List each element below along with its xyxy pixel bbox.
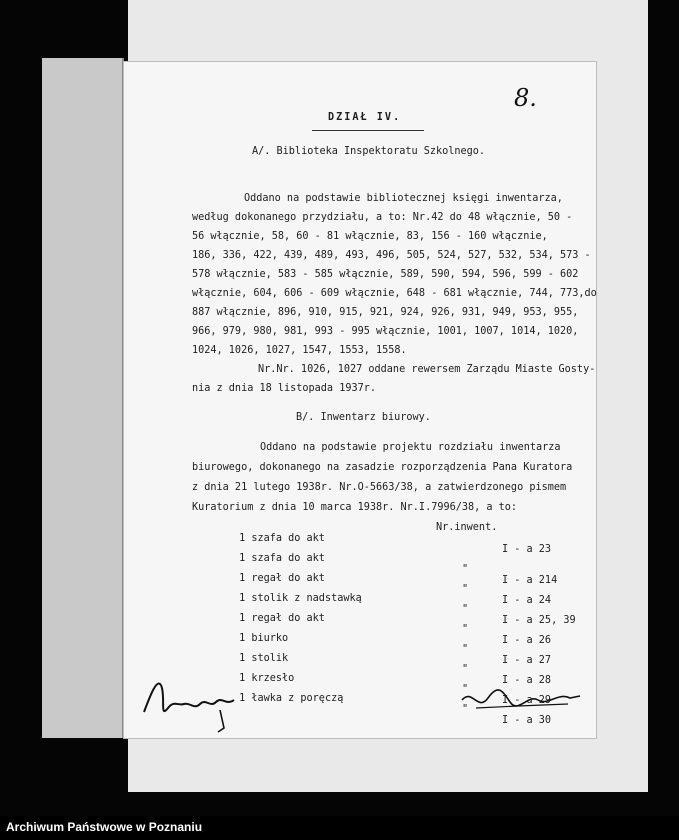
section-a-line: według dokonanego przydziału, a to: Nr.42 do 48 włącznie, 50 - bbox=[192, 212, 573, 223]
archive-name: Archiwum Państwowe w Poznaniu bbox=[6, 820, 203, 834]
item-name: 1 szafa do akt bbox=[239, 553, 325, 564]
item-ref: I - a 29 bbox=[502, 695, 552, 706]
ditto-mark: " bbox=[462, 664, 469, 675]
item-ref: I - a 24 bbox=[502, 595, 552, 606]
signature-right bbox=[458, 684, 584, 718]
section-a-line: 578 włącznie, 583 - 585 włącznie, 589, 590, 594, 596, 599 - 602 bbox=[192, 269, 579, 280]
item-ref: I - a 30 bbox=[502, 715, 552, 726]
item-ref: I - a 23 bbox=[502, 544, 552, 555]
ditto-mark: " bbox=[462, 564, 469, 575]
section-a-title: A/. Biblioteka Inspektoratu Szkolnego. bbox=[252, 146, 486, 157]
ditto-mark: " bbox=[462, 604, 469, 615]
section-heading: DZIAŁ IV. bbox=[328, 112, 402, 123]
inventory-number-label: Nr.inwent. bbox=[436, 522, 498, 533]
page-number: 8. bbox=[514, 84, 537, 112]
ditto-mark: " bbox=[462, 644, 469, 655]
section-b-title: B/. Inwentarz biurowy. bbox=[296, 412, 431, 423]
section-a-line: 56 włącznie, 58, 60 - 81 włącznie, 83, 156 - 160 włącznie, bbox=[192, 231, 548, 242]
item-name: 1 krzesło bbox=[239, 673, 295, 684]
section-a-line: 887 włącznie, 896, 910, 915, 921, 924, 926, 931, 949, 953, 955, bbox=[192, 307, 579, 318]
item-name: 1 regał do akt bbox=[239, 573, 325, 584]
section-a-note-line: Nr.Nr. 1026, 1027 oddane rewersem Zarządu Miaste Gosty- bbox=[258, 364, 596, 375]
section-b-line: biurowego, dokonanego na zasadzie rozporządzenia Pana Kuratora bbox=[192, 462, 573, 473]
item-name: 1 biurko bbox=[239, 633, 289, 644]
item-ref: I - a 28 bbox=[502, 675, 552, 686]
item-name: 1 szafa do akt bbox=[239, 533, 325, 544]
section-a-line: 186, 336, 422, 439, 489, 493, 496, 505, 524, 527, 532, 534, 573 - bbox=[192, 250, 591, 261]
ditto-mark: " bbox=[462, 684, 469, 695]
item-ref: I - a 214 bbox=[502, 575, 558, 586]
item-name: 1 stolik z nadstawką bbox=[239, 593, 362, 604]
document-page bbox=[124, 62, 596, 738]
left-page-edge bbox=[42, 58, 124, 738]
archive-footer bbox=[0, 816, 679, 840]
section-a-line: włącznie, 604, 606 - 609 włącznie, 648 - 681 włącznie, 744, 773,do bbox=[192, 288, 597, 299]
section-b-line: z dnia 21 lutego 1938r. Nr.O-5663/38, a zatwierdzonego pismem bbox=[192, 482, 567, 493]
item-name: 1 regał do akt bbox=[239, 613, 325, 624]
section-a-note-line: nia z dnia 18 listopada 1937r. bbox=[192, 383, 377, 394]
item-ref: I - a 27 bbox=[502, 655, 552, 666]
section-a-line: 966, 979, 980, 981, 993 - 995 włącznie, 1001, 1007, 1014, 1020, bbox=[192, 326, 579, 337]
signature-left bbox=[138, 666, 248, 736]
ditto-mark: " bbox=[462, 704, 469, 715]
item-ref: I - a 26 bbox=[502, 635, 552, 646]
heading-underline bbox=[312, 130, 424, 131]
item-name: 1 stolik bbox=[239, 653, 289, 664]
section-b-line: Kuratorium z dnia 10 marca 1938r. Nr.I.7996/38, a to: bbox=[192, 502, 518, 513]
ditto-mark: " bbox=[462, 624, 469, 635]
ditto-mark: " bbox=[462, 584, 469, 595]
item-name: 1 ławka z poręczą bbox=[239, 693, 344, 704]
section-a-line: Oddano na podstawie bibliotecznej księgi inwentarza, bbox=[244, 193, 563, 204]
section-b-line: Oddano na podstawie projektu rozdziału inwentarza bbox=[260, 442, 561, 453]
section-a-line: 1024, 1026, 1027, 1547, 1553, 1558. bbox=[192, 345, 407, 356]
item-ref: I - a 25, 39 bbox=[502, 615, 576, 626]
